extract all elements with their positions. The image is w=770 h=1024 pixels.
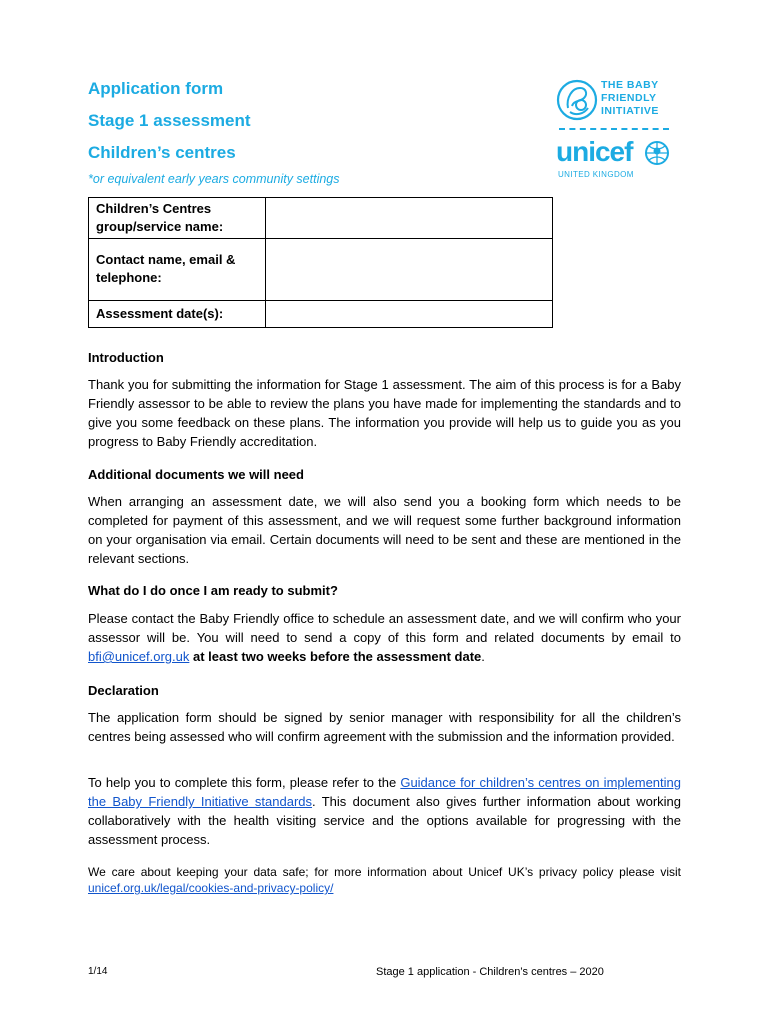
- country-label: UNITED KINGDOM: [558, 170, 634, 179]
- contact-label: Contact name, email & telephone:: [89, 239, 266, 301]
- service-name-label: Children’s Centres group/service name:: [89, 198, 266, 239]
- mother-baby-icon: [556, 78, 598, 122]
- privacy-text-start: We care about keeping your data safe; for more information about Unicef UK’s privacy policy please visit: [88, 865, 681, 879]
- documents-text: When arranging an assessment date, we will also send you a booking form which needs to be completed for payment of this assessment, and we will request some further background information on your organisation via email. Certain documents will need to be sent and these are mentioned in the relevant sections.: [88, 494, 681, 566]
- page-number: 1/14: [88, 966, 108, 977]
- logo-divider: [559, 128, 669, 130]
- declaration-text: The application form should be signed by senior manager with responsibility for all the children’s centres being assessed who will confirm agreement with the submission and the information provided.: [88, 710, 681, 744]
- subtitle-note: *or equivalent early years community settings: [88, 172, 340, 186]
- bfi-email-link[interactable]: bfi@unicef.org.uk: [88, 649, 190, 664]
- assessment-date-label: Assessment date(s):: [89, 301, 266, 328]
- bfi-line-3: INITIATIVE: [601, 105, 659, 117]
- footer-title: Stage 1 application - Children’s centres – 2020: [376, 966, 604, 978]
- assessment-date-field[interactable]: [266, 301, 553, 328]
- submit-heading: What do I do once I am ready to submit?: [88, 583, 338, 598]
- bfi-line-2: FRIENDLY: [601, 92, 657, 104]
- declaration-heading: Declaration: [88, 683, 159, 698]
- submit-deadline: at least two weeks before the assessment date: [189, 649, 482, 664]
- bfi-line-1: THE BABY: [601, 79, 659, 91]
- introduction-heading: Introduction: [88, 350, 164, 365]
- stage-title: Stage 1 assessment: [88, 111, 251, 130]
- submit-text: [88, 609, 681, 666]
- applicant-info-table: [88, 197, 553, 328]
- guidance-text-start: To help you to complete this form, please refer to the: [88, 775, 401, 790]
- unicef-globe-icon: [644, 140, 670, 166]
- table-row: [89, 198, 553, 239]
- guidance-document-link[interactable]: Guidance for children’s centres on implementing the Baby Friendly Initiative standards: [88, 775, 681, 809]
- guidance-text-end: . This document also gives further information about working collaboratively with the health visiting service and the options available for progressing with the assessment process.: [88, 794, 682, 847]
- unicef-bfi-logo: [556, 76, 672, 182]
- table-row: [89, 301, 553, 328]
- unicef-wordmark: unicef: [556, 136, 633, 167]
- guidance-text: [88, 773, 681, 849]
- form-title: Application form: [88, 79, 224, 98]
- submit-text-end: .: [481, 649, 485, 664]
- privacy-text: [88, 864, 681, 896]
- contact-field[interactable]: [266, 239, 553, 301]
- service-name-field[interactable]: [266, 198, 553, 239]
- privacy-policy-link[interactable]: unicef.org.uk/legal/cookies-and-privacy-policy/: [88, 881, 334, 895]
- table-row: [89, 239, 553, 301]
- centres-title: Children’s centres: [88, 143, 236, 162]
- submit-text-start: Please contact the Baby Friendly office to schedule an assessment date, and we will confirm who your assessor will be. You will need to send a copy of this form and related documents by email to: [88, 611, 681, 645]
- documents-heading: Additional documents we will need: [88, 467, 304, 482]
- introduction-text: Thank you for submitting the information for Stage 1 assessment. The aim of this process is for a Baby Friendly assessor to be able to review the plans you have made for implementing the standards and to give you some feedback on these plans. The information you provide will help us to guide you as you progress to Baby Friendly accreditation.: [88, 377, 681, 449]
